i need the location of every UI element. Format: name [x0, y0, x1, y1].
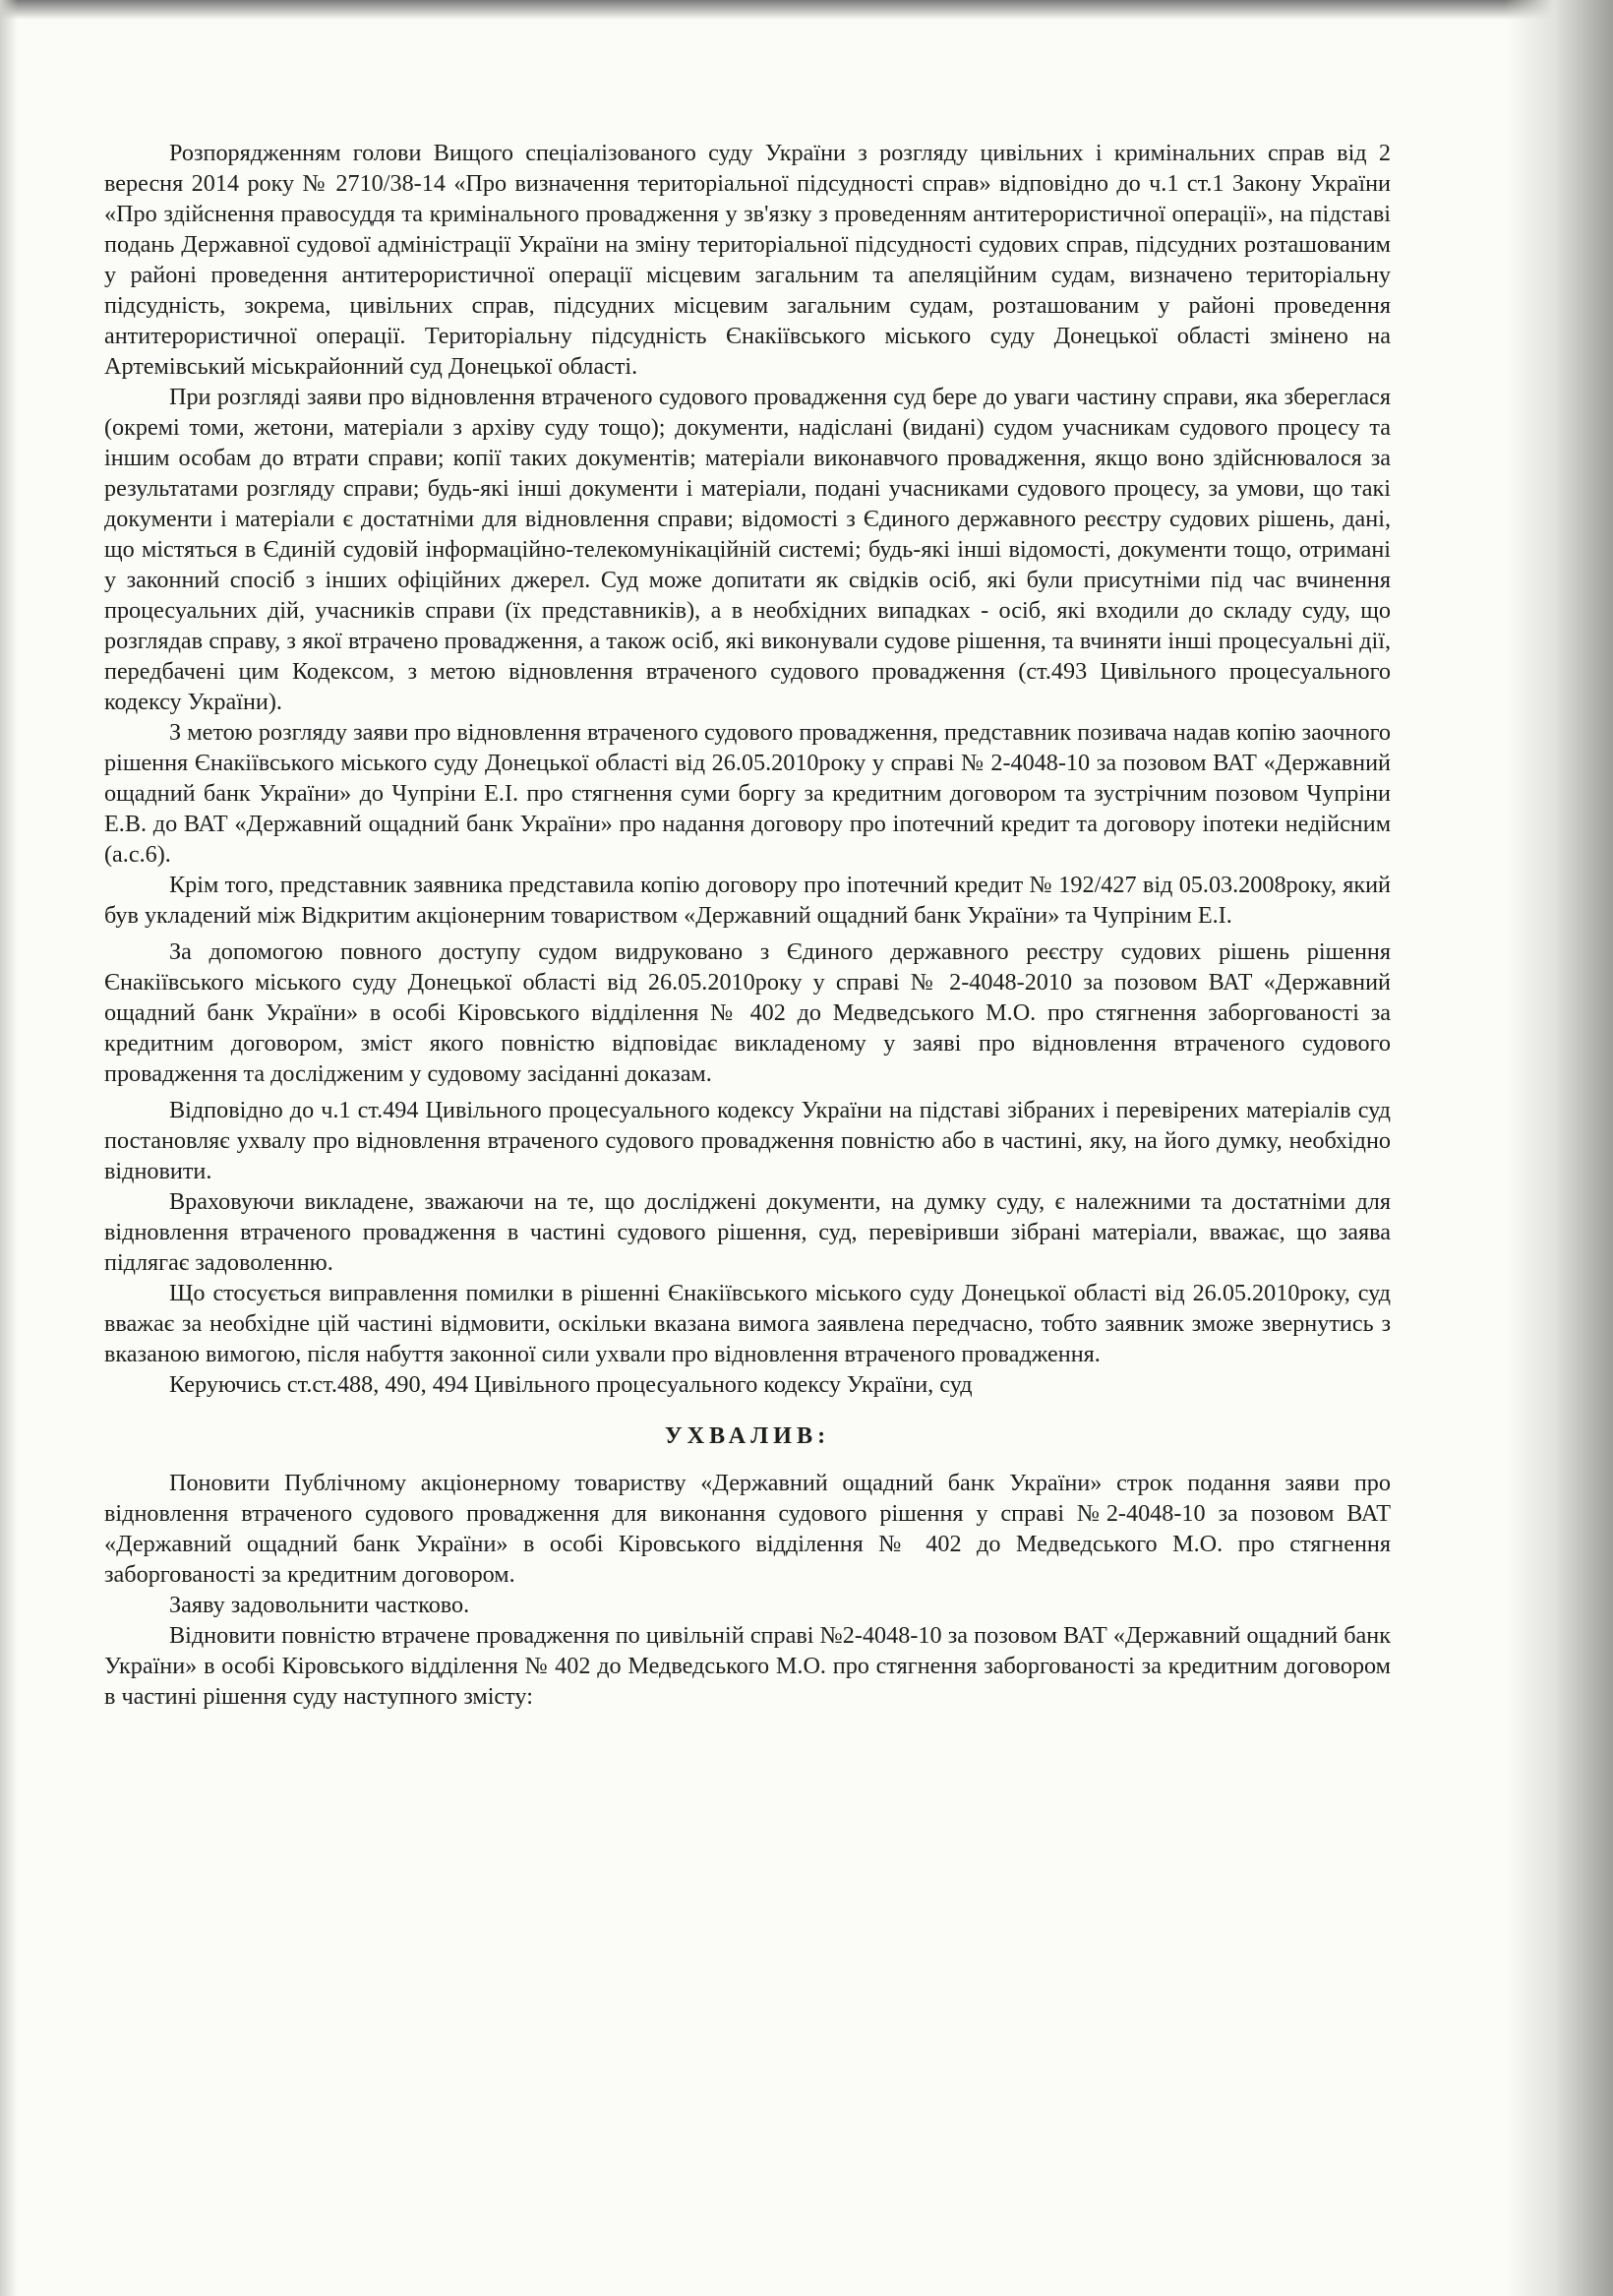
scan-shadow-right: [1505, 0, 1613, 2296]
paragraph-renew-deadline: Поновити Публічному акціонерному товариству «Державний ощадний банк України» строк подання заяви про відновлення втраченого судового провадження для виконання судового рішення у справі №2-4048-10 за позовом ВАТ «Державний ощадний банк України» в особі Кіровського відділення № 402 до Медведського М.О. про стягнення заборгованості за кредитним договором.: [104, 1470, 1391, 1588]
paragraph-error-correction: Що стосується виправлення помилки в рішенні Єнакіївського міського суду Донецької області від 26.05.2010року, суд вважає за необхідне цій частині відмовити, оскільки вказана вимога заявлена передчасно, тобто заявник зможе звернутись з вказаною вимогою, після набуття законної сили ухвали про відновлення втраченого провадження.: [104, 1280, 1391, 1367]
paragraph-territorial-jurisdiction: Розпорядженням голови Вищого спеціалізованого суду України з розгляду цивільних і кримінальних справ від 2 вересня 2014 року № 2710/38-14 «Про визначення територіальної підсудності справ» відповідно до ч.1 ст.1 Закону України «Про здійснення правосуддя та кримінального провадження у зв'язку з проведенням антитерористичної операції», на підставі подань Державної судової адміністрації України на зміну територіальної підсудності судових справ, підсудних розташованим у районі проведення антитерористичної операції місцевим загальним та апеляційним судам, визначено територіальну підсудність, зокрема, цивільних справ, підсудних місцевим загальним судам, розташованим у районі проведення антитерористичної операції. Територіальну підсудність Єнакіївського міського суду Донецької області змінено на Артемівський міськрайонний суд Донецької області.: [104, 140, 1391, 380]
paragraph-article-494: Відповідно до ч.1 ст.494 Цивільного процесуального кодексу України на підставі зібраних і перевірених матеріалів суд постановляє ухвалу про відновлення втраченого судового провадження повністю або в частині, яку, на його думку, необхідно відновити.: [104, 1097, 1391, 1184]
paragraph-registry-printout: За допомогою повного доступу судом видруковано з Єдиного державного реєстру судових рішень рішення Єнакіївського міського суду Донецької області від 26.05.2010року у справі № 2-4048-2010 за позовом ВАТ «Державний ощадний банк України» в особі Кіровського відділення № 402 до Медведського М.О. про стягнення заборгованості за кредитним договором, зміст якого повністю відповідає викладеному у заяві про відновлення втраченого судового провадження та дослідженим у судовому засіданні доказам.: [104, 938, 1391, 1087]
scan-shadow-left: [0, 0, 18, 2296]
ruling-heading: УХВАЛИВ:: [664, 1422, 831, 1449]
paragraph-plaintiff-copy: З метою розгляду заяви про відновлення втраченого судового провадження, представник позивача надав копію заочного рішення Єнакіївського міського суду Донецької області від 26.05.2010року у справі № 2-4048-10 за позовом ВАТ «Державний ощадний банк України» до Чупріни Е.І. про стягнення суми боргу за кредитним договором та зустрічним позовом Чупріни Е.В. до ВАТ «Державний ощадний банк України» про надання договору про іпотечний кредит та договору іпотеки недійсним (а.с.6).: [104, 719, 1391, 868]
paragraph-guided-by: Керуючись ст.ст.488, 490, 494 Цивільного процесуального кодексу України, суд: [169, 1371, 973, 1398]
paragraph-partially-granted: Заяву задовольнити частково.: [169, 1592, 470, 1618]
court-ruling-text: [104, 138, 1391, 1712]
paragraph-mortgage-contract: Крім того, представник заявника представила копію договору про іпотечний кредит № 192/427 від 05.03.2008року, який був укладений між Відкритим акціонерним товариством «Державний ощадний банк України» та Чупріним Е.І.: [104, 872, 1391, 929]
paragraph-restore-proceedings: Відновити повністю втрачене провадження по цивільній справі №2-4048-10 за позовом ВАТ «Державний ощадний банк України» в особі Кіровського відділення № 402 до Медведського М.О. про стягнення заборгованості за кредитним договором в частині рішення суду наступного змісту:: [104, 1622, 1391, 1710]
paragraph-conclusion: Враховуючи викладене, зважаючи на те, що досліджені документи, на думку суду, є належними та достатніми для відновлення втраченого провадження в частині судового рішення, суд, перевіривши зібрані матеріали, вважає, що заява підлягає задоволенню.: [104, 1188, 1391, 1276]
paragraph-restoration-evidence: При розгляді заяви про відновлення втраченого судового провадження суд бере до уваги частину справи, яка збереглася (окремі томи, жетони, матеріали з архіву суду тощо); документи, надіслані (видані) судом учасникам судового процесу та іншим особам до втрати справи; копії таких документів; матеріали виконавчого провадження, якщо воно здійснювалося за результатами розгляду справи; будь-які інші документи і матеріали, подані учасниками судового процесу, за умови, що такі документи і матеріали є достатніми для відновлення справи; відомості з Єдиного державного реєстру судових рішень, дані, що містяться в Єдиній судовій інформаційно-телекомунікаційній системі; будь-які інші відомості, документи тощо, отримані у законний спосіб з інших офіційних джерел. Суд може допитати як свідків осіб, які були присутніми під час вчинення процесуальних дій, учасників справи (їх представників), а в необхідних випадках - осіб, які входили до складу суду, що розглядав справу, з якої втрачено провадження, а також осіб, які виконували судове рішення, та вчиняти інші процесуальні дії, передбачені цим Кодексом, з метою відновлення втраченого судового провадження (ст.493 Цивільного процесуального кодексу України).: [104, 384, 1391, 715]
scan-shadow-top: [0, 0, 1613, 20]
